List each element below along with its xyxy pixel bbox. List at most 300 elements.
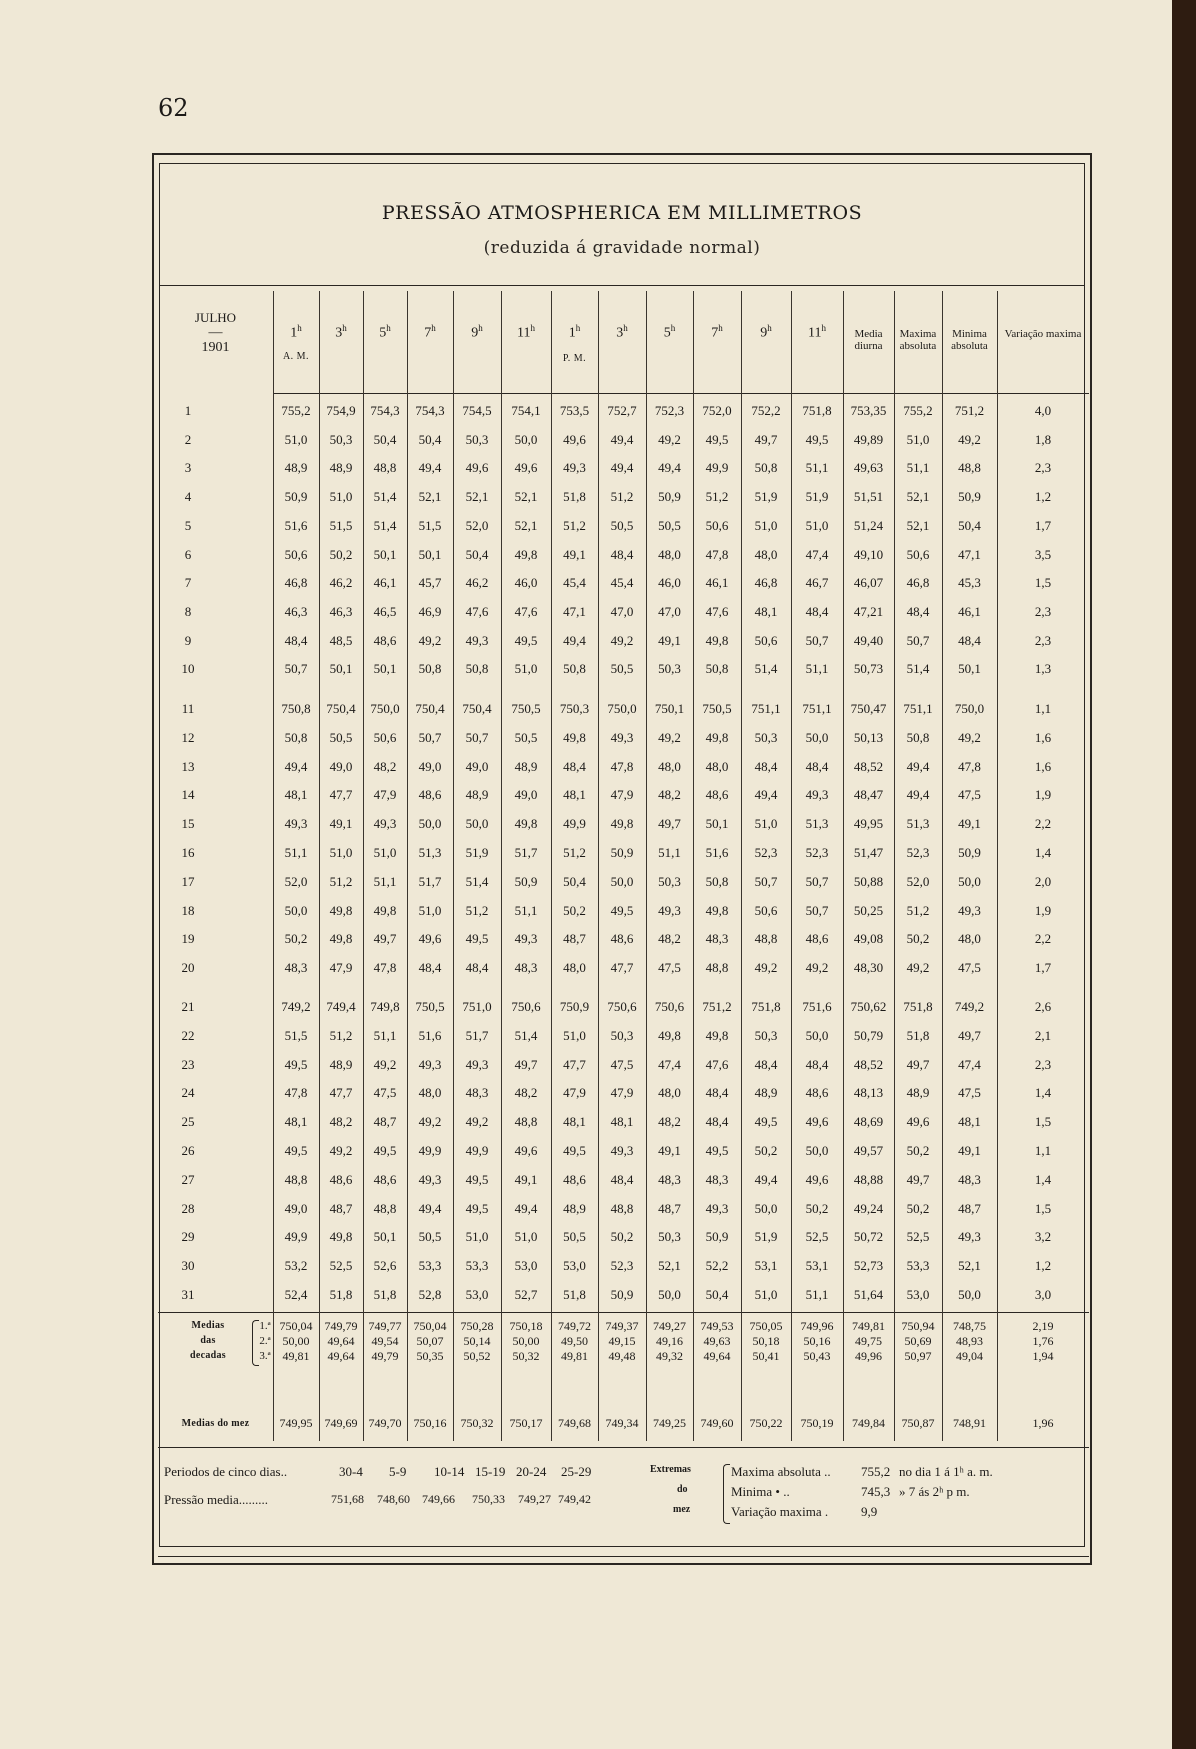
cell-value: 48,4 [805, 1056, 829, 1072]
decade-value: 749,37 [605, 1319, 639, 1333]
cell-value: 47,9 [610, 1085, 634, 1101]
cell-value: 50,79 [853, 1027, 884, 1043]
cell-value: 1,6 [1034, 758, 1052, 774]
cell-value: 49,6 [805, 1114, 829, 1130]
cell-value: 49,24 [853, 1200, 884, 1216]
cell-value: 48,2 [514, 1085, 538, 1101]
cell-value: 48,8 [958, 460, 981, 476]
cell-value: 50,0 [418, 816, 442, 832]
cell-value: 52,73 [853, 1258, 884, 1274]
cell-value: 46,1 [373, 575, 397, 591]
cell-value: 49,3 [958, 902, 981, 918]
cell-value: 750,62 [850, 999, 887, 1014]
cell-value: 48,4 [563, 758, 586, 774]
cell-value: 50,6 [754, 902, 778, 918]
cell-value: 51,5 [418, 517, 442, 533]
decade-value: 750,94 [901, 1319, 935, 1333]
cell-value: 50,9 [610, 845, 634, 860]
cell-value: 50,0 [284, 902, 308, 918]
cell-value: 48,0 [658, 758, 681, 774]
cell-value: 50,9 [958, 489, 981, 505]
cell-value: 50,9 [658, 489, 681, 505]
cell-value: 49,2 [610, 632, 634, 648]
cell-value: 750,4 [415, 701, 445, 716]
cell-value: 1,5 [1034, 1114, 1052, 1130]
cell-value: 48,1 [958, 1114, 981, 1130]
cell-value: 49,08 [853, 931, 884, 947]
cell-value: 50,7 [284, 661, 308, 677]
cell-value: 50,9 [514, 873, 538, 889]
cell-value: 751,2 [702, 999, 732, 1014]
cell-value: 51,9 [754, 1229, 778, 1245]
cell-value: 48,7 [658, 1200, 681, 1216]
cell-value: 3,0 [1034, 1287, 1052, 1302]
cell-value: 50,3 [658, 1229, 681, 1245]
decade-value: 50,43 [803, 1349, 831, 1363]
hour-number: 9 [760, 325, 768, 341]
cell-value: 46,8 [754, 575, 778, 591]
cell-value: 749,2 [281, 999, 311, 1014]
day-label: 4 [184, 489, 192, 505]
cell-value: 50,7 [465, 729, 489, 745]
cell-value: 49,7 [514, 1056, 538, 1072]
cell-value: 754,9 [326, 403, 356, 418]
cell-value: 53,0 [563, 1258, 586, 1274]
cell-value: 752,2 [751, 403, 781, 418]
table-title: PRESSÃO ATMOSPHERICA EM MILLIMETROS [381, 202, 863, 224]
cell-value: 49,5 [373, 1143, 397, 1158]
period-value: 20-24 [516, 1464, 547, 1479]
cell-value: 50,8 [563, 661, 586, 677]
day-label: 1 [184, 403, 192, 418]
cell-value: 750,6 [607, 999, 637, 1014]
hour-number: 3 [616, 325, 624, 341]
cell-value: 51,1 [658, 845, 681, 860]
cell-value: 1,9 [1034, 787, 1052, 803]
cell-value: 51,0 [805, 517, 829, 533]
cell-value: 47,7 [329, 787, 353, 803]
period-value: 25-29 [561, 1464, 592, 1479]
cell-value: 51,0 [329, 489, 353, 505]
cell-value: 2,1 [1034, 1027, 1052, 1043]
extreme-value: 755,2 [861, 1464, 891, 1479]
cell-value: 50,6 [284, 546, 308, 562]
cell-value: 1,2 [1034, 489, 1052, 505]
cell-value: 750,47 [850, 701, 887, 716]
header-hour-12 [791, 323, 843, 342]
cell-value: 48,4 [465, 960, 489, 976]
cell-value: 48,8 [373, 460, 397, 476]
cell-value: 50,3 [465, 431, 489, 447]
pressure-value: 749,42 [558, 1492, 591, 1506]
cell-value: 50,5 [329, 729, 353, 745]
cell-value: 49,1 [958, 1143, 981, 1158]
decade-value: 2,19 [1032, 1319, 1054, 1333]
cell-value: 49,6 [563, 431, 586, 447]
month-mean-value: 749,84 [852, 1416, 885, 1430]
cell-value: 52,1 [418, 489, 442, 505]
decade-value: 49,04 [956, 1349, 983, 1363]
cell-value: 50,8 [465, 661, 489, 677]
decade-value: 50,14 [463, 1334, 491, 1348]
header-am: A. M. [282, 351, 310, 362]
decade-value: 749,79 [324, 1319, 358, 1333]
cell-value: 49,5 [465, 931, 489, 947]
cell-value: 50,25 [853, 902, 884, 918]
cell-value: 49,2 [658, 729, 681, 745]
periods-label: Periodos de cinco dias.. [164, 1464, 288, 1479]
cell-value: 48,9 [329, 1056, 353, 1072]
pressure-label: Pressão media......... [164, 1492, 268, 1507]
cell-value: 52,1 [514, 517, 538, 533]
cell-value: 753,5 [559, 403, 590, 418]
cell-value: 3,5 [1034, 546, 1052, 562]
cell-value: 50,2 [805, 1200, 829, 1216]
cell-value: 750,0 [954, 701, 985, 716]
cell-value: 751,8 [751, 999, 781, 1014]
cell-value: 51,1 [805, 661, 829, 677]
cell-value: 46,5 [373, 603, 397, 619]
cell-value: 47,0 [610, 603, 634, 619]
cell-value: 48,7 [563, 931, 586, 947]
hour-number: 11 [808, 325, 822, 341]
cell-value: 52,2 [705, 1258, 729, 1274]
cell-value: 52,5 [906, 1229, 930, 1245]
cell-value: 51,1 [805, 460, 829, 476]
cell-value: 50,7 [805, 902, 829, 918]
cell-value: 51,4 [906, 661, 930, 677]
cell-value: 3,2 [1034, 1229, 1052, 1245]
month-mean-value: 749,25 [653, 1416, 686, 1430]
decade-value: 48,93 [956, 1334, 983, 1348]
cell-value: 51,8 [906, 1027, 930, 1043]
cell-value: 49,3 [465, 632, 489, 648]
cell-value: 52,1 [465, 489, 489, 505]
decade-value: 49,96 [855, 1349, 882, 1363]
cell-value: 48,3 [514, 960, 538, 976]
cell-value: 47,4 [958, 1056, 981, 1072]
cell-value: 49,4 [906, 758, 930, 774]
cell-value: 51,5 [284, 1027, 308, 1043]
pressure-value: 749,27 [518, 1492, 551, 1506]
cell-value: 49,3 [514, 931, 538, 947]
cell-value: 49,5 [805, 431, 829, 447]
cell-value: 51,2 [329, 873, 353, 889]
cell-value: 51,9 [465, 845, 489, 860]
cell-value: 49,5 [610, 902, 634, 918]
cell-value: 47,5 [958, 787, 981, 803]
cell-value: 47,8 [284, 1085, 308, 1101]
month-mean-value: 749,70 [368, 1416, 402, 1430]
month-mean-value: 749,95 [279, 1416, 313, 1430]
cell-value: 49,7 [754, 431, 778, 447]
cell-value: 50,6 [705, 517, 729, 533]
cell-value: 48,7 [373, 1114, 397, 1130]
cell-value: 750,0 [607, 701, 637, 716]
cell-value: 50,2 [563, 902, 586, 918]
cell-value: 49,2 [805, 960, 829, 976]
day-label: 25 [181, 1114, 195, 1130]
hour-suffix: h [431, 323, 436, 333]
cell-value: 48,4 [906, 603, 930, 619]
cell-value: 48,4 [284, 632, 308, 648]
cell-value: 50,0 [514, 431, 538, 447]
cell-value: 48,4 [805, 603, 829, 619]
cell-value: 49,5 [284, 1143, 308, 1158]
cell-value: 48,8 [754, 931, 778, 947]
cell-value: 51,0 [418, 902, 442, 918]
cell-value: 751,1 [903, 701, 933, 716]
cell-value: 48,9 [563, 1200, 586, 1216]
hour-suffix: h [575, 323, 581, 333]
cell-value: 49,2 [418, 1114, 442, 1130]
cell-value: 49,9 [418, 1143, 442, 1158]
cell-value: 47,8 [373, 960, 397, 976]
month-mean-value: 748,91 [953, 1416, 986, 1430]
day-label: 18 [181, 902, 195, 918]
cell-value: 49,0 [514, 787, 538, 803]
cell-value: 750,3 [559, 701, 590, 716]
hour-number: 5 [663, 325, 671, 341]
header-dash: — [208, 325, 223, 340]
month-mean-value: 750,17 [509, 1416, 543, 1430]
decade-value: 49,79 [371, 1349, 399, 1363]
cell-value: 750,5 [415, 999, 445, 1014]
decade-value: 750,28 [460, 1319, 494, 1333]
cell-value: 49,6 [805, 1171, 829, 1187]
cell-value: 48,3 [705, 931, 729, 947]
cell-value: 48,47 [853, 787, 884, 803]
cell-value: 46,1 [705, 575, 729, 591]
cell-value: 2,3 [1034, 603, 1052, 619]
cell-value: 49,3 [705, 1200, 729, 1216]
header-hour-2 [319, 323, 363, 342]
cell-value: 51,2 [705, 489, 729, 505]
cell-value: 53,2 [284, 1258, 308, 1274]
cell-value: 49,8 [514, 546, 538, 562]
footer-bottom-rule [158, 1556, 1089, 1557]
cell-value: 49,6 [465, 460, 489, 476]
cell-value: 50,3 [329, 431, 353, 447]
cell-value: 50,13 [853, 729, 884, 745]
cell-value: 49,4 [906, 787, 930, 803]
cell-value: 49,8 [329, 902, 353, 918]
cell-value: 51,8 [373, 1287, 397, 1302]
cell-value: 51,24 [853, 517, 884, 533]
decade-value: 50,32 [512, 1349, 540, 1363]
cell-value: 45,7 [418, 575, 442, 591]
day-label: 11 [181, 701, 195, 716]
cell-value: 51,1 [906, 460, 930, 476]
cell-value: 2,3 [1034, 1056, 1052, 1072]
cell-value: 47,5 [610, 1056, 634, 1072]
decade-mark: 1.ª [259, 1320, 271, 1332]
cell-value: 750,4 [326, 701, 356, 716]
cell-value: 48,2 [373, 758, 397, 774]
day-label: 23 [181, 1056, 195, 1072]
cell-value: 750,6 [511, 999, 541, 1014]
cell-value: 47,1 [958, 546, 981, 562]
cell-value: 4,0 [1034, 403, 1052, 418]
header-bottom-rule [273, 393, 1089, 394]
extremes-label-1: Extremas [650, 1464, 691, 1475]
cell-value: 51,1 [373, 1027, 397, 1043]
hour-suffix: h [478, 323, 483, 333]
cell-value: 47,5 [958, 1085, 981, 1101]
cell-value: 50,2 [284, 931, 308, 947]
decade-value: 49,50 [561, 1334, 588, 1348]
cell-value: 50,1 [329, 661, 353, 677]
hour-number: 5 [379, 325, 387, 341]
cell-value: 750,1 [654, 701, 685, 716]
cell-value: 51,1 [805, 1287, 829, 1302]
page-number: 62 [158, 94, 189, 122]
cell-value: 49,3 [373, 816, 397, 832]
cell-value: 50,0 [805, 729, 829, 745]
cell-value: 49,57 [853, 1143, 884, 1158]
cell-value: 755,2 [281, 403, 311, 418]
cell-value: 50,0 [465, 816, 489, 832]
day-label: 20 [181, 960, 195, 976]
period-value: 15-19 [475, 1464, 506, 1479]
header-hour-6 [501, 323, 551, 342]
cell-value: 50,7 [906, 632, 930, 648]
cell-value: 48,2 [329, 1114, 353, 1130]
month-mean-value: 749,60 [700, 1416, 734, 1430]
cell-value: 48,3 [284, 960, 308, 976]
cell-value: 49,4 [563, 632, 586, 648]
cell-value: 50,8 [284, 729, 308, 745]
cell-value: 46,0 [514, 575, 538, 591]
cell-value: 51,9 [805, 489, 829, 505]
cell-value: 51,3 [418, 845, 442, 860]
cell-value: 48,8 [705, 960, 729, 976]
cell-value: 48,52 [853, 758, 884, 774]
cell-value: 48,3 [658, 1171, 681, 1187]
cell-value: 50,3 [754, 729, 778, 745]
cell-value: 49,5 [514, 632, 538, 648]
cell-value: 49,8 [329, 931, 353, 947]
cell-value: 1,6 [1034, 729, 1052, 745]
cell-value: 52,0 [465, 517, 489, 533]
cell-value: 49,5 [705, 431, 729, 447]
cell-value: 50,9 [958, 845, 981, 860]
month-mean-value: 750,22 [749, 1416, 783, 1430]
cell-value: 49,8 [705, 1027, 729, 1043]
month-mean-value: 749,69 [324, 1416, 358, 1430]
cell-value: 46,0 [658, 575, 681, 591]
cell-value: 49,5 [465, 1200, 489, 1216]
cell-value: 51,8 [329, 1287, 353, 1302]
decade-value: 748,75 [953, 1319, 986, 1333]
cell-value: 50,8 [418, 661, 442, 677]
decade-value: 50,35 [416, 1349, 444, 1363]
cell-value: 51,0 [514, 1229, 538, 1245]
cell-value: 52,6 [373, 1258, 397, 1274]
cell-value: 51,0 [754, 816, 778, 832]
cell-value: 47,21 [853, 603, 884, 619]
cell-value: 53,3 [418, 1258, 442, 1274]
cell-value: 51,0 [754, 1287, 778, 1302]
cell-value: 50,7 [418, 729, 442, 745]
cell-value: 49,7 [373, 931, 397, 947]
cell-value: 48,6 [563, 1171, 586, 1187]
cell-value: 49,3 [418, 1171, 442, 1187]
cell-value: 49,3 [610, 729, 634, 745]
header-minima-absoluta: Minima absoluta [951, 328, 988, 352]
decade-value: 749,72 [558, 1319, 591, 1333]
extreme-note: » 7 ás 2ʰ p m. [899, 1484, 970, 1499]
cell-value: 48,3 [705, 1171, 729, 1187]
period-value: 10-14 [434, 1464, 465, 1479]
cell-value: 51,4 [754, 661, 778, 677]
day-label: 27 [181, 1171, 195, 1187]
month-mean-value: 749,68 [558, 1416, 591, 1430]
cell-value: 48,1 [284, 1114, 308, 1130]
cell-value: 52,1 [958, 1258, 981, 1274]
decade-value: 749,96 [800, 1319, 834, 1333]
header-variacao-maxima: Variação maxima [1004, 328, 1082, 340]
pressure-value: 751,68 [331, 1492, 364, 1506]
day-label: 28 [181, 1200, 195, 1216]
cell-value: 52,3 [906, 845, 930, 860]
cell-value: 1,4 [1034, 1085, 1052, 1101]
cell-value: 49,0 [418, 758, 442, 774]
cell-value: 53,3 [465, 1258, 489, 1274]
decade-value: 1,76 [1032, 1334, 1054, 1348]
cell-value: 50,6 [906, 546, 930, 562]
cell-value: 50,8 [705, 873, 729, 889]
cell-value: 52,5 [805, 1229, 829, 1245]
cell-value: 751,2 [954, 403, 985, 418]
cell-value: 754,1 [511, 403, 541, 418]
cell-value: 50,8 [754, 460, 778, 476]
cell-value: 51,5 [329, 517, 353, 533]
day-label: 19 [181, 931, 195, 947]
cell-value: 50,7 [805, 632, 829, 648]
decade-mark: 2.ª [259, 1335, 271, 1347]
cell-value: 52,7 [514, 1287, 538, 1302]
cell-value: 754,3 [415, 403, 445, 418]
day-label: 21 [181, 999, 195, 1014]
cell-value: 50,5 [658, 517, 681, 533]
hour-suffix: h [767, 323, 772, 333]
cell-value: 50,4 [705, 1287, 729, 1302]
cell-value: 51,7 [465, 1027, 489, 1043]
cell-value: 53,1 [754, 1258, 778, 1274]
cell-value: 51,0 [754, 517, 778, 533]
decade-value: 49,48 [608, 1349, 636, 1363]
cell-value: 49,0 [329, 758, 353, 774]
cell-value: 50,3 [754, 1027, 778, 1043]
cell-value: 50,3 [658, 873, 681, 889]
cell-value: 48,6 [705, 787, 729, 803]
cell-value: 49,3 [658, 902, 681, 918]
cell-value: 51,7 [514, 845, 538, 860]
month-mean-value: 1,96 [1032, 1416, 1054, 1430]
cell-value: 50,9 [705, 1229, 729, 1245]
cell-value: 49,4 [610, 460, 634, 476]
day-label: 13 [181, 758, 195, 774]
cell-value: 53,0 [906, 1287, 930, 1302]
day-label: 7 [184, 575, 192, 591]
cell-value: 46,8 [284, 575, 308, 591]
cell-value: 750,5 [702, 701, 732, 716]
cell-value: 49,95 [853, 816, 884, 832]
cell-value: 49,3 [958, 1229, 981, 1245]
cell-value: 48,3 [958, 1171, 981, 1187]
cell-value: 52,1 [514, 489, 538, 505]
